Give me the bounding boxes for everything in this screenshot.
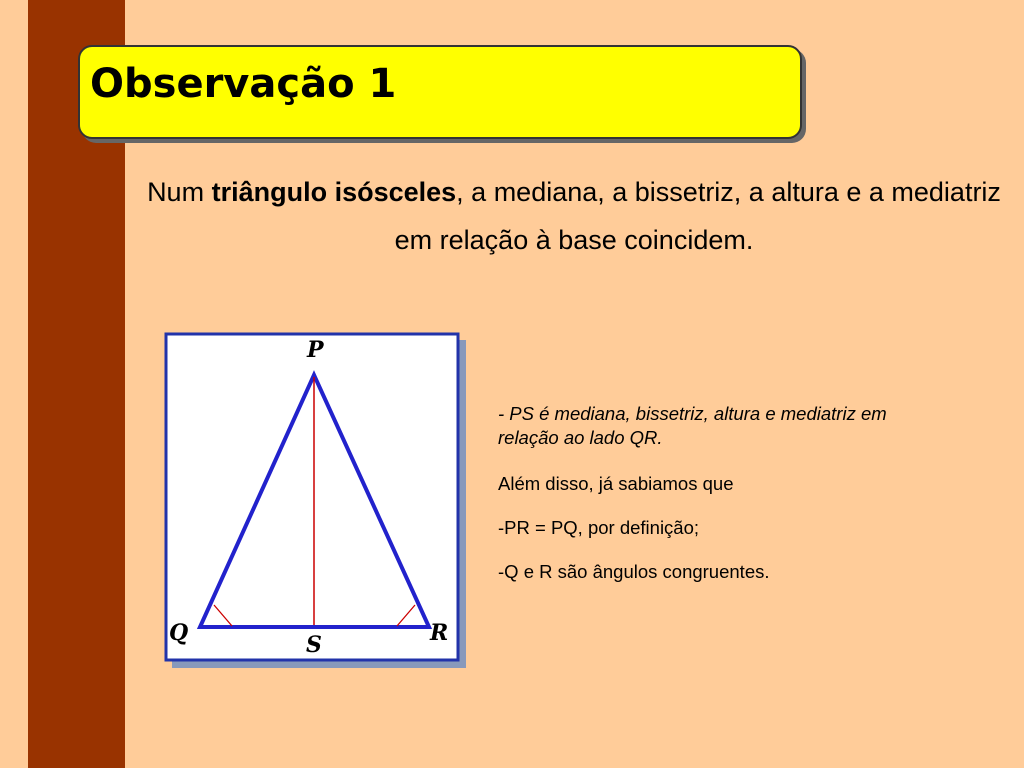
slide-title: Observação 1: [90, 61, 397, 107]
label-q: Q: [169, 620, 189, 646]
title-box: [78, 45, 802, 139]
note-line-4: -Q e R são ângulos congruentes.: [498, 561, 770, 582]
note-line-3: -PR = PQ, por definição;: [498, 517, 700, 538]
label-r: R: [430, 620, 449, 646]
intro-paragraph: [128, 168, 1020, 264]
label-p: P: [307, 337, 324, 363]
note-line-1-text: - PS é mediana, bissetriz, altura e mediatriz em relação ao lado QR.: [498, 403, 887, 448]
notes-block: [498, 402, 918, 604]
triangle-diagram: [164, 332, 470, 672]
intro-suffix: , a mediana, a bissetriz, a altura e a mediatriz em relação à base coincidem.: [394, 177, 1001, 255]
intro-bold-term: triângulo isósceles: [211, 177, 457, 207]
label-s: S: [306, 632, 322, 658]
note-line-2: Além disso, já sabiamos que: [498, 473, 734, 494]
note-line-1: [498, 402, 918, 450]
triangle-figure: [164, 332, 470, 677]
intro-prefix: Num: [147, 177, 212, 207]
